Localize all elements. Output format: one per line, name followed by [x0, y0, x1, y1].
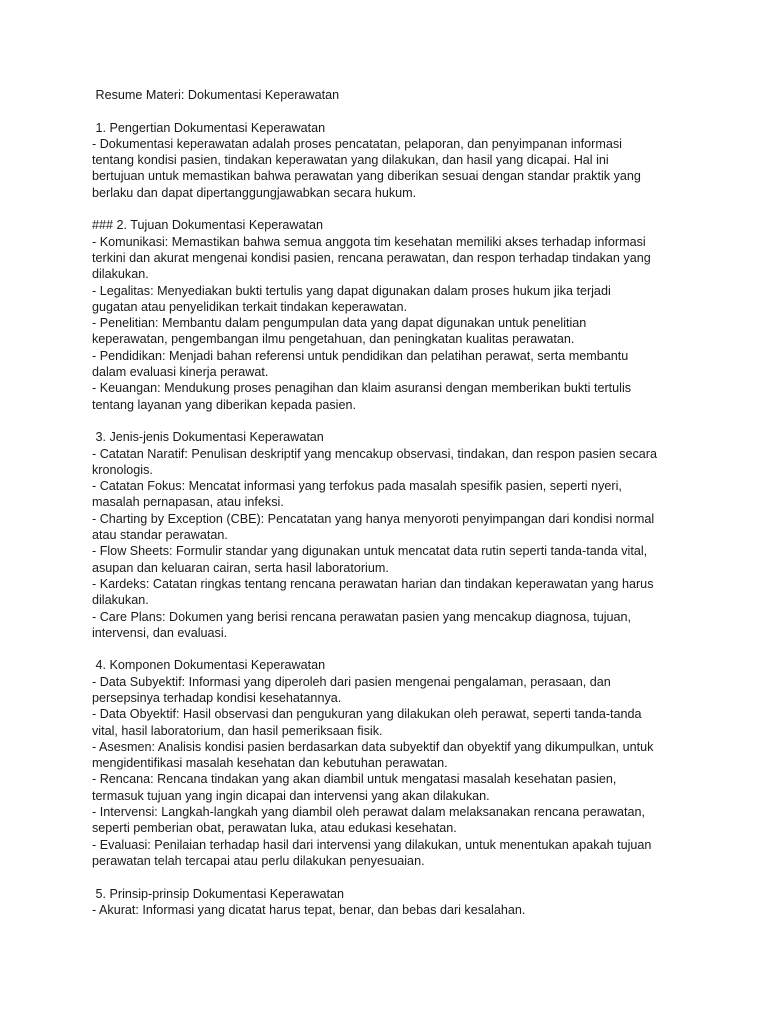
paragraph-line: dilakukan.	[92, 267, 149, 282]
paragraph-line: mengidentifikasi masalah kesehatan dan kebutuhan perawatan.	[92, 756, 448, 771]
section-heading: 4. Komponen Dokumentasi Keperawatan	[92, 658, 326, 673]
paragraph-line: intervensi, dan evaluasi.	[92, 625, 228, 640]
paragraph-line: vital, hasil laboratorium, dan hasil pemeriksaan fisik.	[92, 723, 383, 738]
section-heading: 5. Prinsip-prinsip Dokumentasi Keperawatan	[92, 886, 344, 901]
paragraph-line: - Intervensi: Langkah-langkah yang diambil oleh perawat dalam melaksanakan rencana perawatan,	[92, 805, 646, 820]
paragraph-line: keperawatan, pengembangan ilmu pengetahuan, dan peningkatan kualitas perawatan.	[92, 332, 575, 347]
spacer	[92, 641, 682, 657]
paragraph-line: - Penelitian: Membantu dalam pengumpulan data yang dapat digunakan untuk penelitian	[92, 316, 587, 331]
paragraph-line: - Akurat: Informasi yang dicatat harus tepat, benar, dan bebas dari kesalahan.	[92, 902, 526, 917]
paragraph-line: termasuk tujuan yang ingin dicapai dan intervensi yang akan dilakukan.	[92, 788, 490, 803]
paragraph-line: dilakukan.	[92, 593, 149, 608]
paragraph-line: tentang kondisi pasien, tindakan keperawatan yang dilakukan, dan hasil yang dicapai. Hal ini	[92, 153, 609, 168]
paragraph-line: berlaku dan dapat dipertanggungjawabkan secara hukum.	[92, 185, 417, 200]
spacer	[92, 201, 682, 217]
paragraph-line: seperti pemberian obat, perawatan luka, atau edukasi kesehatan.	[92, 821, 457, 836]
paragraph-line: - Data Obyektif: Hasil observasi dan pengukuran yang dilakukan oleh perawat, seperti tanda-tanda	[92, 707, 642, 722]
paragraph-line: - Evaluasi: Penilaian terhadap hasil dari intervensi yang dilakukan, untuk menentukan apakah tujuan	[92, 837, 652, 852]
paragraph-line: kronologis.	[92, 462, 153, 477]
spacer	[92, 413, 682, 429]
spacer	[92, 869, 682, 885]
section-jenis	[92, 429, 682, 641]
paragraph-line: - Data Subyektif: Informasi yang diperoleh dari pasien mengenai pengalaman, perasaan, dan	[92, 674, 611, 689]
paragraph-line: - Dokumentasi keperawatan adalah proses pencatatan, pelaporan, dan penyimpanan informasi	[92, 136, 622, 151]
paragraph-line: - Care Plans: Dokumen yang berisi rencana perawatan pasien yang mencakup diagnosa, tujuan,	[92, 609, 632, 624]
paragraph-line: bertujuan untuk memastikan bahwa perawatan yang diberikan sesuai dengan standar praktik yang	[92, 169, 641, 184]
paragraph-line: asupan dan keluaran cairan, serta hasil laboratorium.	[92, 560, 389, 575]
document-title: Resume Materi: Dokumentasi Keperawatan	[92, 88, 340, 102]
paragraph-line: perawatan telah tercapai atau perlu dilakukan penyesuaian.	[92, 853, 425, 868]
paragraph-line: dalam evaluasi kinerja perawat.	[92, 365, 269, 380]
paragraph-line: atau standar perawatan.	[92, 528, 228, 543]
paragraph-line: - Kardeks: Catatan ringkas tentang rencana perawatan harian dan tindakan keperawatan yang harus	[92, 576, 654, 591]
paragraph-line: - Catatan Fokus: Mencatat informasi yang terfokus pada masalah spesifik pasien, seperti nyeri,	[92, 479, 622, 494]
paragraph-line: - Keuangan: Mendukung proses penagihan dan klaim asuransi dengan memberikan bukti tertulis	[92, 381, 632, 396]
paragraph-line: - Flow Sheets: Formulir standar yang digunakan untuk mencatat data rutin seperti tanda-tanda vital,	[92, 544, 648, 559]
spacer	[92, 103, 682, 119]
paragraph-line: tentang layanan yang diberikan kepada pasien.	[92, 397, 356, 412]
document-page	[92, 87, 682, 918]
section-prinsip	[92, 886, 682, 919]
paragraph-line: - Rencana: Rencana tindakan yang akan diambil untuk mengatasi masalah kesehatan pasien,	[92, 772, 617, 787]
section-komponen	[92, 657, 682, 869]
section-tujuan	[92, 217, 682, 413]
paragraph-line: - Komunikasi: Memastikan bahwa semua anggota tim kesehatan memiliki akses terhadap informasi	[92, 234, 646, 249]
section-heading: ### 2. Tujuan Dokumentasi Keperawatan	[92, 218, 324, 233]
section-pengertian	[92, 120, 682, 201]
paragraph-line: masalah pernapasan, atau infeksi.	[92, 495, 284, 510]
section-heading: 3. Jenis-jenis Dokumentasi Keperawatan	[92, 430, 324, 445]
paragraph-line: - Charting by Exception (CBE): Pencatatan yang hanya menyoroti penyimpangan dari kondisi normal	[92, 511, 655, 526]
paragraph-line: terkini dan akurat mengenai kondisi pasien, rencana perawatan, dan respon terhadap tindakan yang	[92, 250, 651, 265]
paragraph-line: - Asesmen: Analisis kondisi pasien berdasarkan data subyektif dan obyektif yang dikumpulkan, untuk	[92, 739, 654, 754]
paragraph-line: gugatan atau penyelidikan terkait tindakan keperawatan.	[92, 299, 408, 314]
paragraph-line: - Catatan Naratif: Penulisan deskriptif yang mencakup observasi, tindakan, dan respon pasien secara	[92, 446, 657, 461]
paragraph-line: - Legalitas: Menyediakan bukti tertulis yang dapat digunakan dalam proses hukum jika terjadi	[92, 283, 611, 298]
paragraph-line: persepsinya terhadap kondisi kesehatannya.	[92, 690, 342, 705]
section-heading: 1. Pengertian Dokumentasi Keperawatan	[92, 120, 326, 135]
paragraph-line: - Pendidikan: Menjadi bahan referensi untuk pendidikan dan pelatihan perawat, serta membantu	[92, 348, 629, 363]
